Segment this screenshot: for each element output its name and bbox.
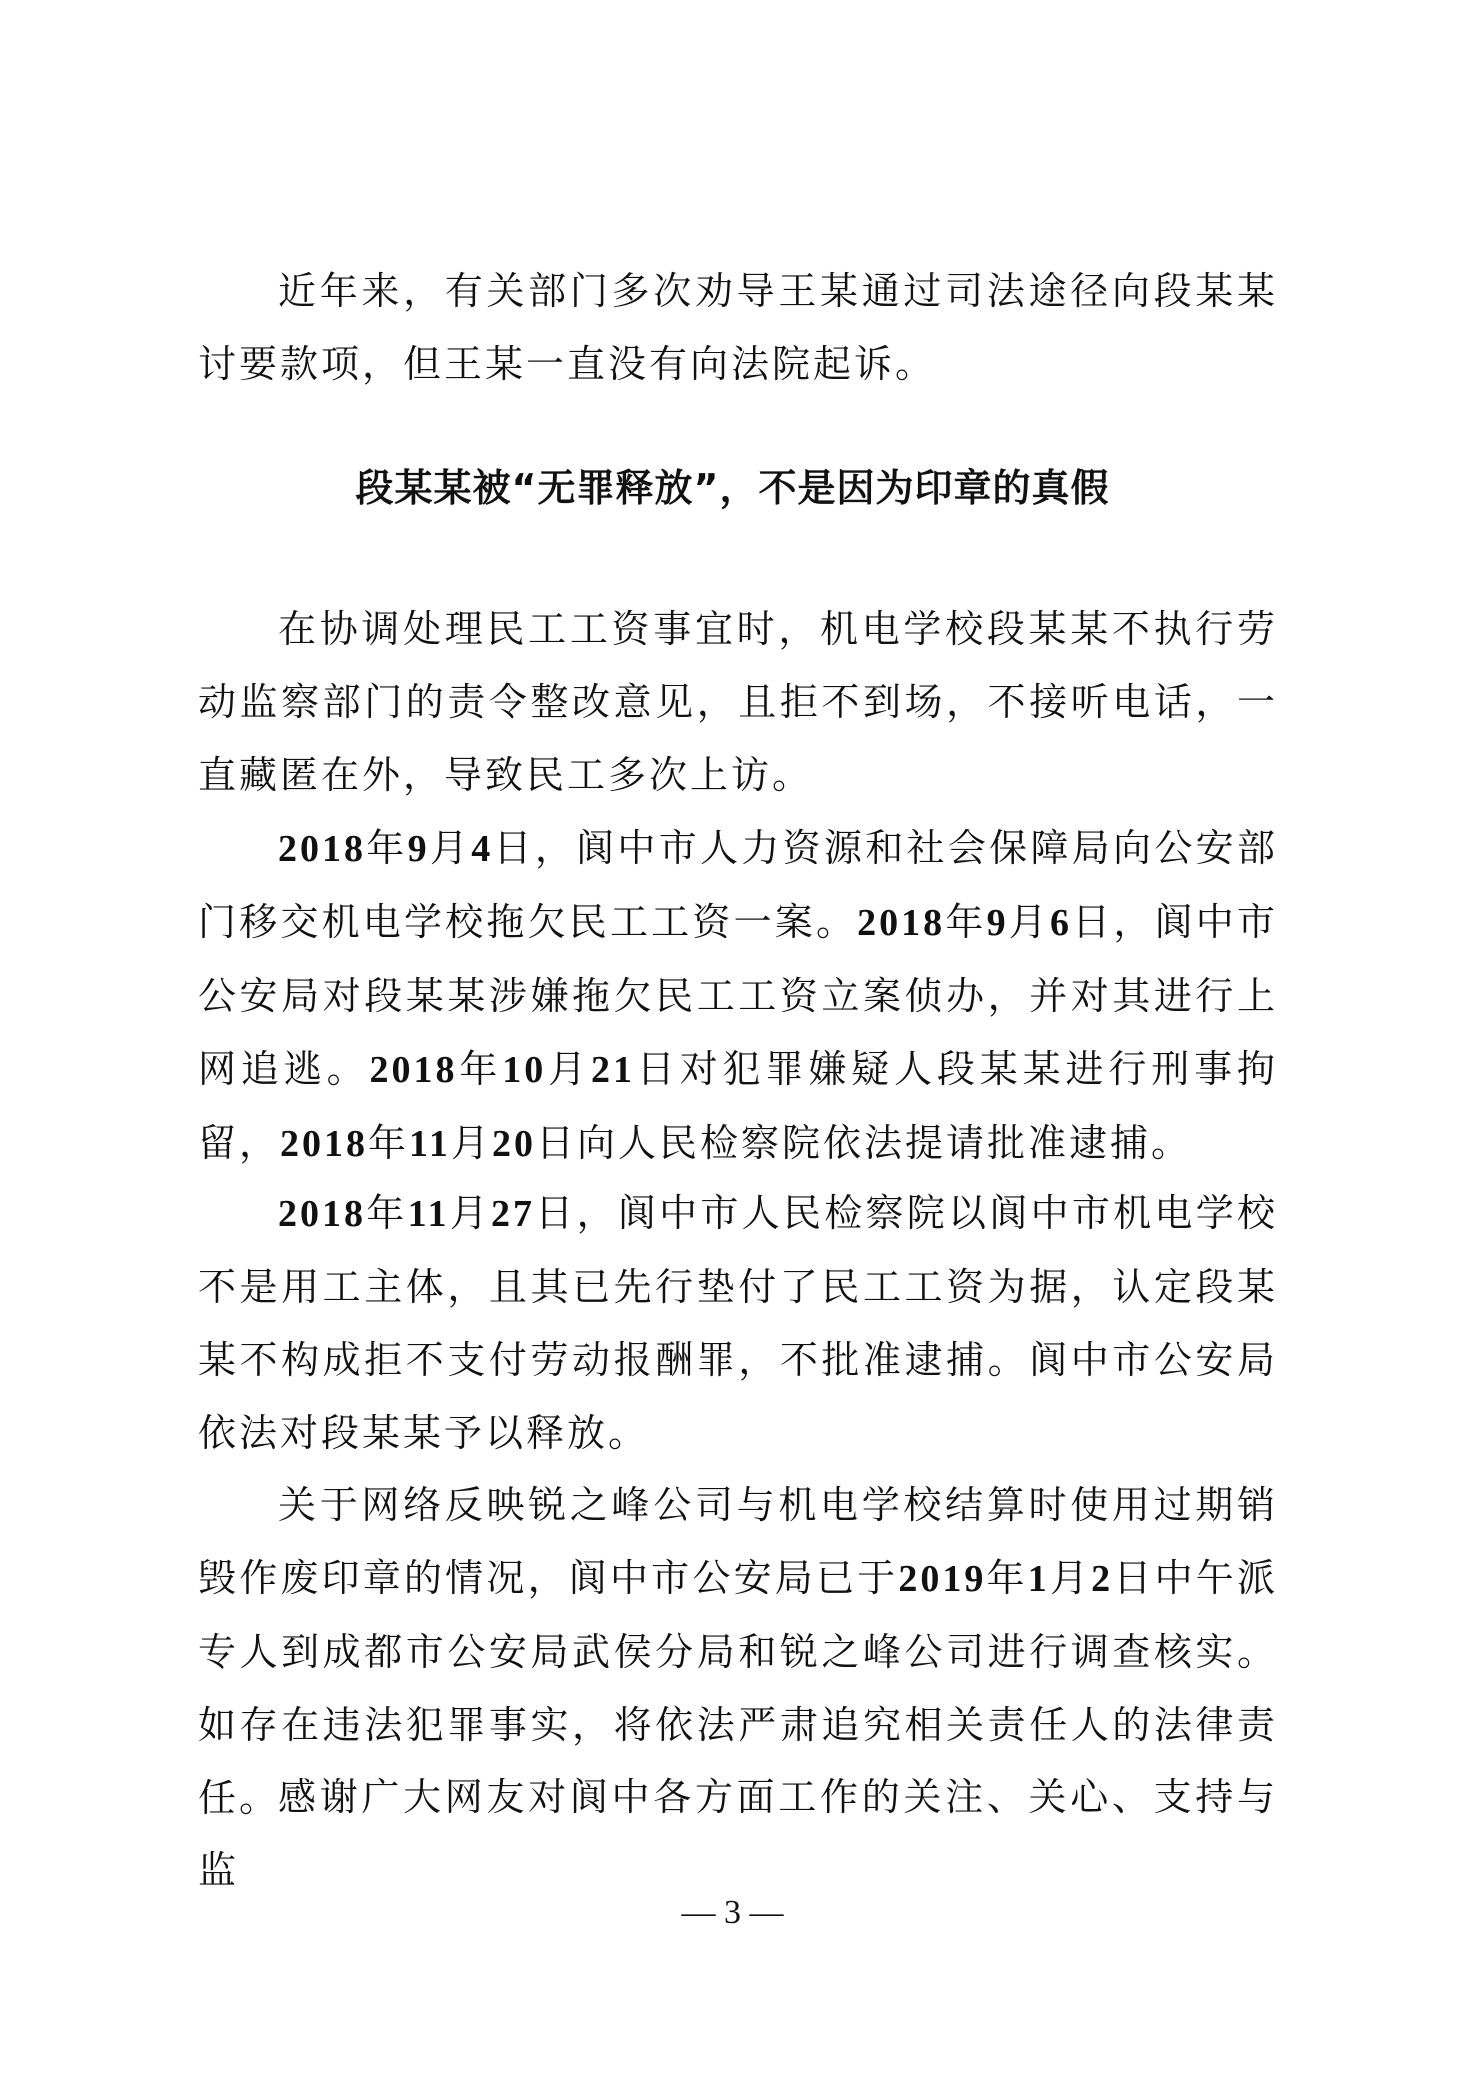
text-segment: 月: [449, 1191, 492, 1235]
text-segment: 年: [366, 826, 408, 870]
date-number: 2018: [280, 1123, 369, 1165]
date-number: 27: [491, 1193, 536, 1235]
text-segment: 月: [1008, 900, 1050, 944]
date-number: 10: [502, 1049, 547, 1091]
date-number: 2018: [278, 1193, 366, 1235]
text-segment: 日，阆中市公安局对段某某涉嫌拖欠民工工资立案侦办，并对其进行上网追逃。: [198, 900, 1278, 1091]
text-segment: 年: [366, 1191, 408, 1235]
paragraph-4: [198, 1177, 1278, 1470]
date-number: 11: [409, 1123, 451, 1165]
paragraph-2: 在协调处理民工工资事宜时，机电学校段某某不执行劳动监察部门的责令整改意见，且拒不到场，不接听电话，一直藏匿在外，导致民工多次上访。: [198, 607, 1278, 797]
date-number: 2018: [278, 828, 366, 870]
date-number: 9: [407, 828, 430, 870]
date-number: 2019: [898, 1558, 987, 1600]
text-segment: 年: [457, 1047, 503, 1091]
date-number: 2018: [369, 1049, 458, 1091]
date-number: 21: [590, 1049, 635, 1091]
paragraph-1: 近年来，有关部门多次劝导王某通过司法途径向段某某讨要款项，但王某一直没有向法院起诉。: [198, 269, 1278, 386]
date-number: 9: [986, 902, 1009, 944]
paragraph-3: [198, 812, 1278, 1181]
text-segment: 日，阆中市人力资源和社会保障局向公安部门移交机电学校拖欠民工工资一案。: [198, 826, 1278, 944]
date-number: 4: [471, 828, 494, 870]
text-segment: 年: [945, 900, 987, 944]
page-number: — 3 —: [681, 1894, 784, 1931]
date-number: 11: [407, 1193, 450, 1235]
text-segment: 月: [429, 826, 472, 870]
text-segment: 日，阆中市人民检察院以阆中市机电学校不是用工主体，且其已先行垫付了民工工资为据，认定段某某不构成拒不支付劳动报酬罪，不批准逮捕。阆中市公安局依法对段某某予以释放。: [198, 1191, 1278, 1455]
text-segment: 年: [986, 1556, 1028, 1600]
text-segment: 月: [450, 1121, 492, 1165]
text-segment: 关于网络反映锐之峰公司与机电学校结算时使用过期销毁作废印章的情况，阆中市公安局已于: [198, 1483, 1278, 1600]
paragraph-6: 感谢广大网友对阆中各方面工作的关注、关心、支持与监: [198, 1775, 1278, 1892]
text-segment: 日对犯罪嫌疑人段某某进行刑事拘留，: [198, 1047, 1278, 1165]
section-heading: 段某某被“无罪释放”，不是因为印章的真假: [355, 466, 1110, 510]
text-segment: 年: [368, 1121, 410, 1165]
text-segment: 日向人民检察院依法提请批准逮捕。: [535, 1121, 1192, 1165]
date-number: 2: [1091, 1558, 1114, 1600]
date-number: 6: [1049, 902, 1072, 944]
text-segment: 月: [546, 1047, 591, 1091]
date-number: 2018: [857, 902, 946, 944]
text-segment: 日中午派专人到成都市公安局武侯分局和锐之峰公司进行调查核实。如存在违法犯罪事实，将依法严肃追究相关责任人的法律责任。: [198, 1556, 1278, 1820]
date-number: 20: [491, 1123, 536, 1165]
text-segment: 月: [1049, 1556, 1092, 1600]
date-number: 1: [1027, 1558, 1050, 1600]
